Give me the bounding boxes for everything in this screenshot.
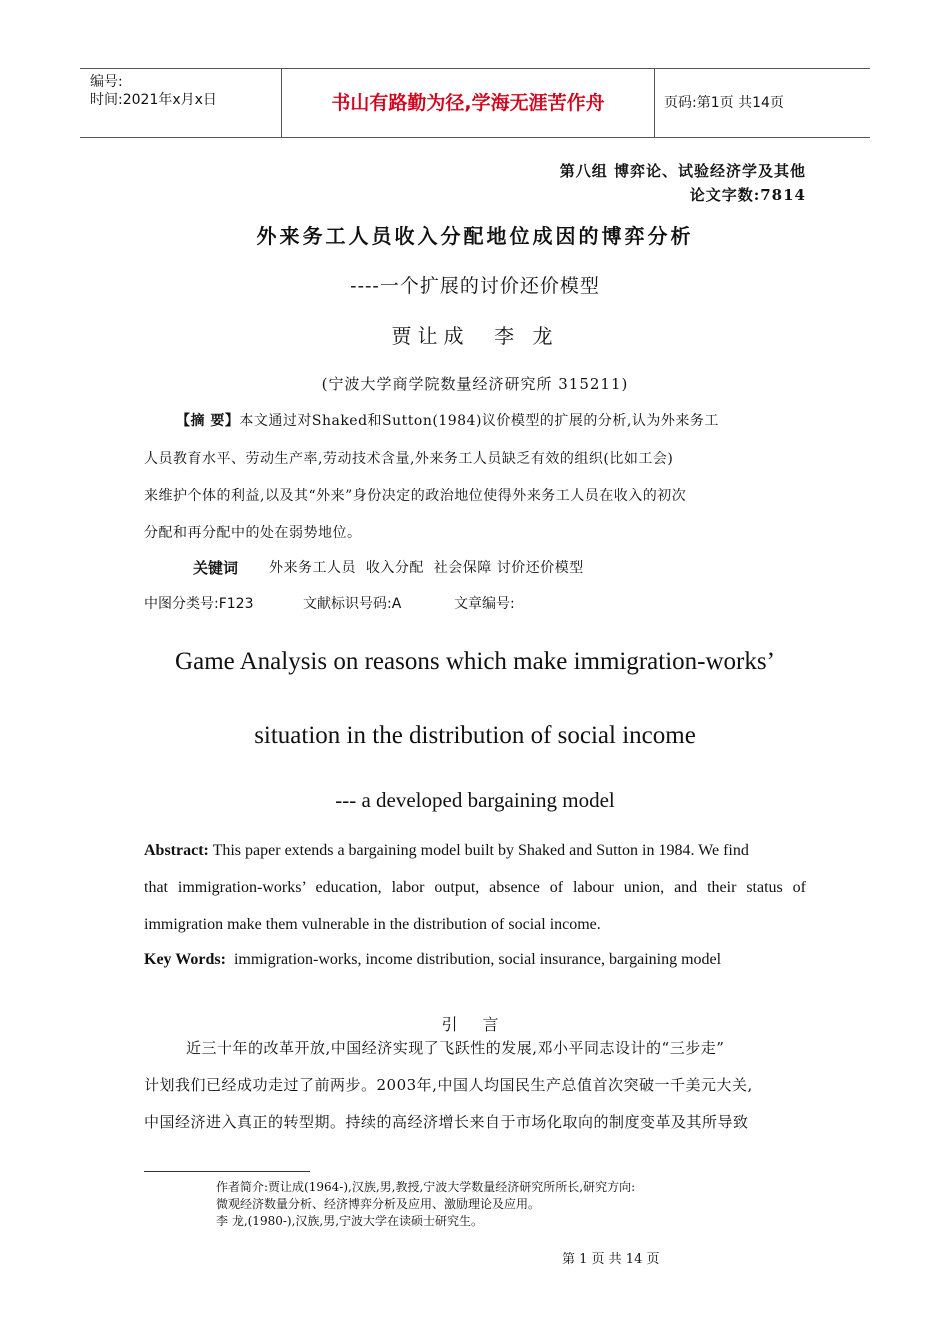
- page-header: [80, 68, 870, 138]
- abstract-cn-text: 本文通过对Shaked和Sutton(1984)议价模型的扩展的分析,认为外来务工: [239, 413, 719, 429]
- intro-line: 近三十年的改革开放,中国经济实现了飞跃性的发展,邓小平同志设计的“三步走”: [186, 1039, 725, 1057]
- abstract-cn-line: 人员教育水平、劳动生产率,劳动技术含量,外来务工人员缺乏有效的组织(比如工会): [144, 451, 674, 467]
- word-count: 论文字数:7814: [689, 186, 806, 204]
- group-line: 第八组 博弈论、试验经济学及其他: [559, 162, 806, 180]
- abstract-en-text: This paper extends a bargaining model built by Shaked and Sutton in 1984. We find: [208, 842, 749, 859]
- keywords-en-label: Key Words:: [144, 951, 226, 968]
- english-title-line2: situation in the distribution of social income: [254, 722, 696, 749]
- header-divider: [654, 69, 655, 137]
- paper-subtitle: ----一个扩展的讨价还价模型: [350, 275, 600, 297]
- clc-number: 中图分类号:F123: [144, 596, 254, 612]
- page-footer: 第 1 页 共 14 页: [562, 1252, 660, 1267]
- intro-line: 计划我们已经成功走过了前两步。2003年,中国人均国民生产总值首次突破一千美元大关,: [144, 1076, 753, 1094]
- abstract-en-line: that immigration-works’ education, labor output, absence of labour union, and their status of: [144, 879, 806, 896]
- date-label: 时间:2021年x月x日: [90, 92, 217, 108]
- footnote-line: 微观经济数量分析、经济博弈分析及应用、激励理论及应用。: [216, 1197, 541, 1211]
- intro-heading: 引 言: [441, 1015, 509, 1034]
- abstract-cn-line: 分配和再分配中的处在弱势地位。: [144, 525, 362, 541]
- abstract-en-line: [144, 842, 806, 860]
- footnote-line: 李 龙,(1980-),汉族,男,宁波大学在读硕士研究生。: [216, 1214, 484, 1228]
- serial-label: 编号:: [90, 74, 123, 90]
- article-number: 文章编号:: [454, 596, 515, 612]
- abstract-en-line: immigration make them vulnerable in the distribution of social income.: [144, 916, 601, 933]
- keywords-en-line: [144, 951, 721, 969]
- footnote-line: 作者简介:贾让成(1964-),汉族,男,教授,宁波大学数量经济研究所所长,研究方向:: [216, 1180, 636, 1194]
- intro-line: 中国经济进入真正的转型期。持续的高经济增长来自于市场化取向的制度变革及其所导致: [144, 1113, 749, 1131]
- header-meta: [90, 73, 217, 109]
- abstract-cn-line: 来维护个体的利益,以及其“外来”身份决定的政治地位使得外来务工人员在收入的初次: [144, 488, 687, 504]
- keywords-en-text: immigration-works, income distribution, social insurance, bargaining model: [225, 951, 722, 968]
- keywords-cn-label: 关键词: [193, 559, 239, 577]
- document-code: 文献标识号码:A: [303, 596, 402, 612]
- english-subtitle: --- a developed bargaining model: [335, 788, 615, 812]
- abstract-cn-line: [176, 410, 719, 430]
- abstract-cn-label: 【摘 要】: [176, 413, 240, 429]
- english-title-line1: Game Analysis on reasons which make immigration-works’: [175, 648, 775, 675]
- abstract-en-label: Abstract:: [144, 842, 209, 859]
- keywords-cn-text: 外来务工人员 收入分配 社会保障 讨价还价模型: [269, 560, 584, 576]
- paper-title: 外来务工人员收入分配地位成因的博弈分析: [256, 224, 694, 248]
- header-motto: 书山有路勤为径,学海无涯苦作舟: [331, 92, 605, 114]
- footnote-separator: [144, 1171, 310, 1172]
- authors: 贾让成 李 龙: [391, 324, 559, 348]
- header-page-info: 页码:第1页 共14页: [664, 95, 784, 111]
- affiliation: (宁波大学商学院数量经济研究所 315211): [321, 375, 629, 393]
